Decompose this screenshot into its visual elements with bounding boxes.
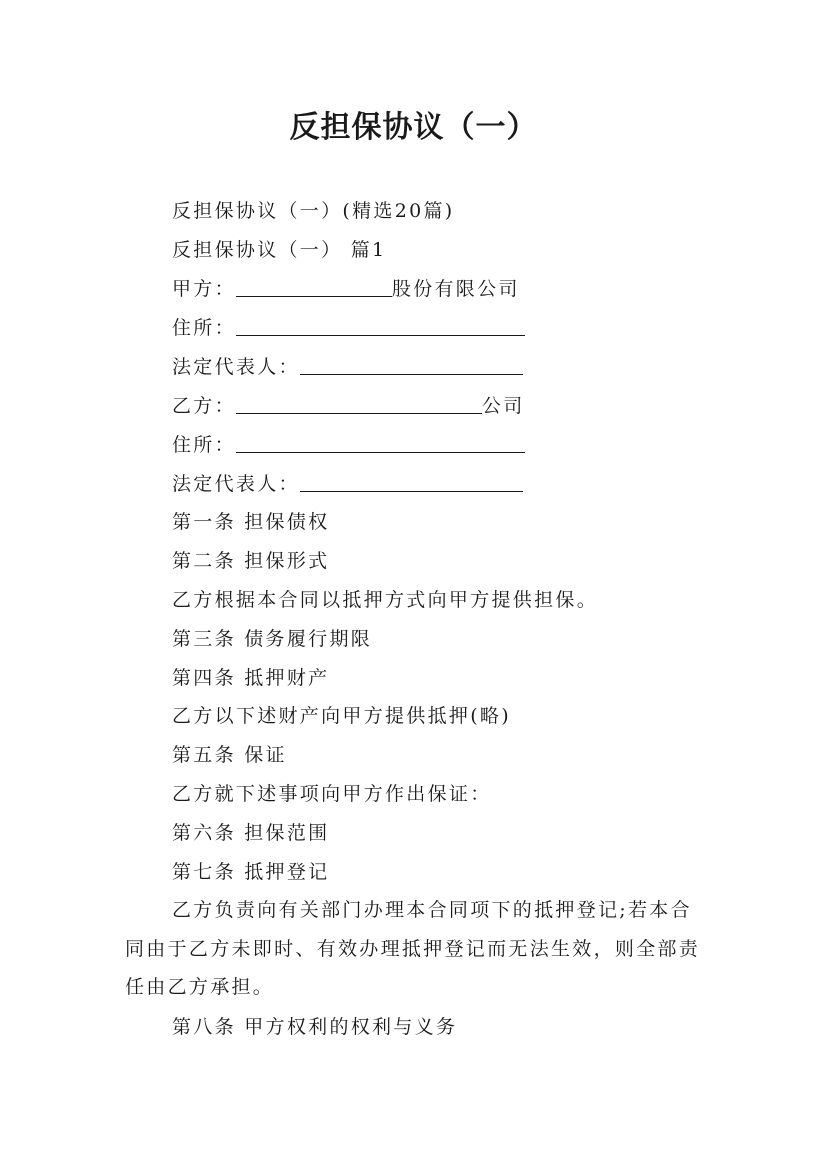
clause-line: 第六条 担保范围 (172, 822, 330, 844)
party-b-suffix: 公司 (481, 395, 525, 417)
subtitle-line: 反担保协议（一）(精选20篇) (172, 200, 455, 222)
party-a-label: 甲方： (172, 278, 236, 300)
clause-line: 第四条 抵押财产 (172, 667, 330, 689)
party-b-legal-rep-field (172, 470, 523, 498)
clause-line: 第七条 抵押登记 (172, 861, 330, 883)
clause-line: 乙方以下述财产向甲方提供抵押(略) (172, 705, 511, 727)
clause-line: 乙方就下述事项向甲方作出保证： (172, 783, 492, 805)
document-title: 反担保协议（一） (289, 110, 538, 145)
clause-line: 第一条 担保债权 (172, 511, 330, 533)
address-blank (236, 315, 525, 336)
party-b-address-field (172, 431, 525, 459)
clause-line: 乙方根据本合同以抵押方式向甲方提供担保。 (172, 589, 599, 611)
legal-rep-blank (300, 471, 523, 492)
party-a-blank (236, 276, 392, 297)
party-b-blank (236, 393, 482, 414)
party-a-legal-rep-field (172, 353, 523, 381)
party-a-suffix: 股份有限公司 (391, 278, 520, 300)
section-heading: 反担保协议（一） 篇1 (172, 239, 387, 261)
party-a-address-field (172, 314, 525, 342)
legal-rep-label: 法定代表人： (172, 356, 300, 378)
legal-rep-blank (300, 354, 523, 375)
clause-line: 第二条 担保形式 (172, 550, 330, 572)
address-blank (236, 432, 525, 453)
address-label: 住所： (172, 317, 236, 339)
party-a-field (172, 275, 520, 303)
party-b-field (172, 392, 525, 420)
clause-line: 第五条 保证 (172, 744, 287, 766)
party-b-label: 乙方： (172, 395, 236, 417)
clause-paragraph: 乙方负责向有关部门办理本合同项下的抵押登记;若本合同由于乙方未即时、有效办理抵押登记而无法生效，则全部责任由乙方承担。 (125, 899, 701, 998)
legal-rep-label: 法定代表人： (172, 473, 300, 495)
address-label: 住所： (172, 434, 236, 456)
clause-line: 第三条 债务履行期限 (172, 628, 373, 650)
clause-line: 第八条 甲方权利的权利与义务 (172, 1016, 458, 1038)
